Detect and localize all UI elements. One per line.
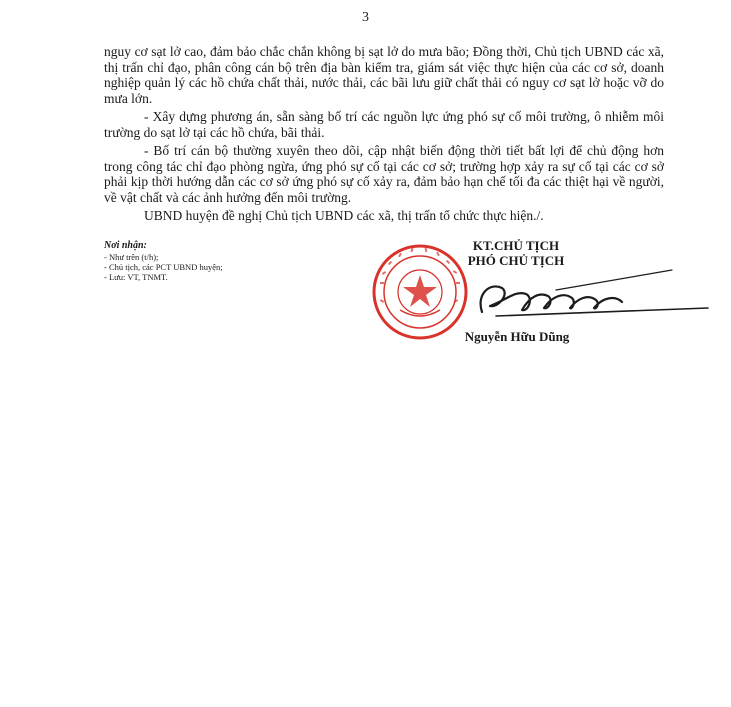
body-paragraph: - Bố trí cán bộ thường xuyên theo dõi, cập nhật biến động thời tiết bất lợi để chủ động hơn trong công tác chỉ đạo phòng ngừa, ứng phó sự cố tại các cơ sở; trường hợp xảy ra sự cố tại các cơ sở phải kịp thời hướng dẫn các cơ sở ứng phó sự cố xảy ra, đảm bảo hạn chế tối đa các thiệt hại về người, về vật chất và các ảnh hưởng đến môi trường. xyxy=(104,143,664,205)
body-paragraph: nguy cơ sạt lở cao, đảm bảo chắc chắn không bị sạt lở do mưa bão; Đồng thời, Chủ tịch UBND các xã, thị trấn chỉ đạo, phân công cán bộ trên địa bàn kiểm tra, giám sát việc thực hiện của các cơ sở, doanh nghiệp quản lý các hồ chứa chất thải, nước thải, các bãi lưu giữ chất thải có nguy cơ sạt lở hoặc vỡ do mưa lớn. xyxy=(104,44,664,106)
page-number: 3 xyxy=(362,10,369,25)
body-paragraph: - Xây dựng phương án, sẵn sàng bố trí các nguồn lực ứng phó sự cố môi trường, ô nhiễm môi trường do sạt lở tại các hồ chứa, bãi thải. xyxy=(104,109,664,140)
recipients-heading: Nơi nhận: xyxy=(104,240,147,251)
recipient-item: - Như trên (t/h); xyxy=(104,252,159,262)
signature-block xyxy=(396,238,636,348)
signature-subtitle: PHÓ CHỦ TỊCH xyxy=(467,253,565,268)
signature-title: KT.CHỦ TỊCH xyxy=(472,238,560,253)
recipient-item: - Chủ tịch, các PCT UBND huyện; xyxy=(104,262,223,272)
signer-name: Nguyễn Hữu Dũng xyxy=(464,329,570,344)
closing-paragraph: UBND huyện đề nghị Chủ tịch UBND các xã, thị trấn tổ chức thực hiện./. xyxy=(144,208,544,223)
document-body xyxy=(104,44,664,227)
recipient-item: - Lưu: VT, TNMT. xyxy=(104,272,168,282)
recipients-block xyxy=(104,240,344,282)
